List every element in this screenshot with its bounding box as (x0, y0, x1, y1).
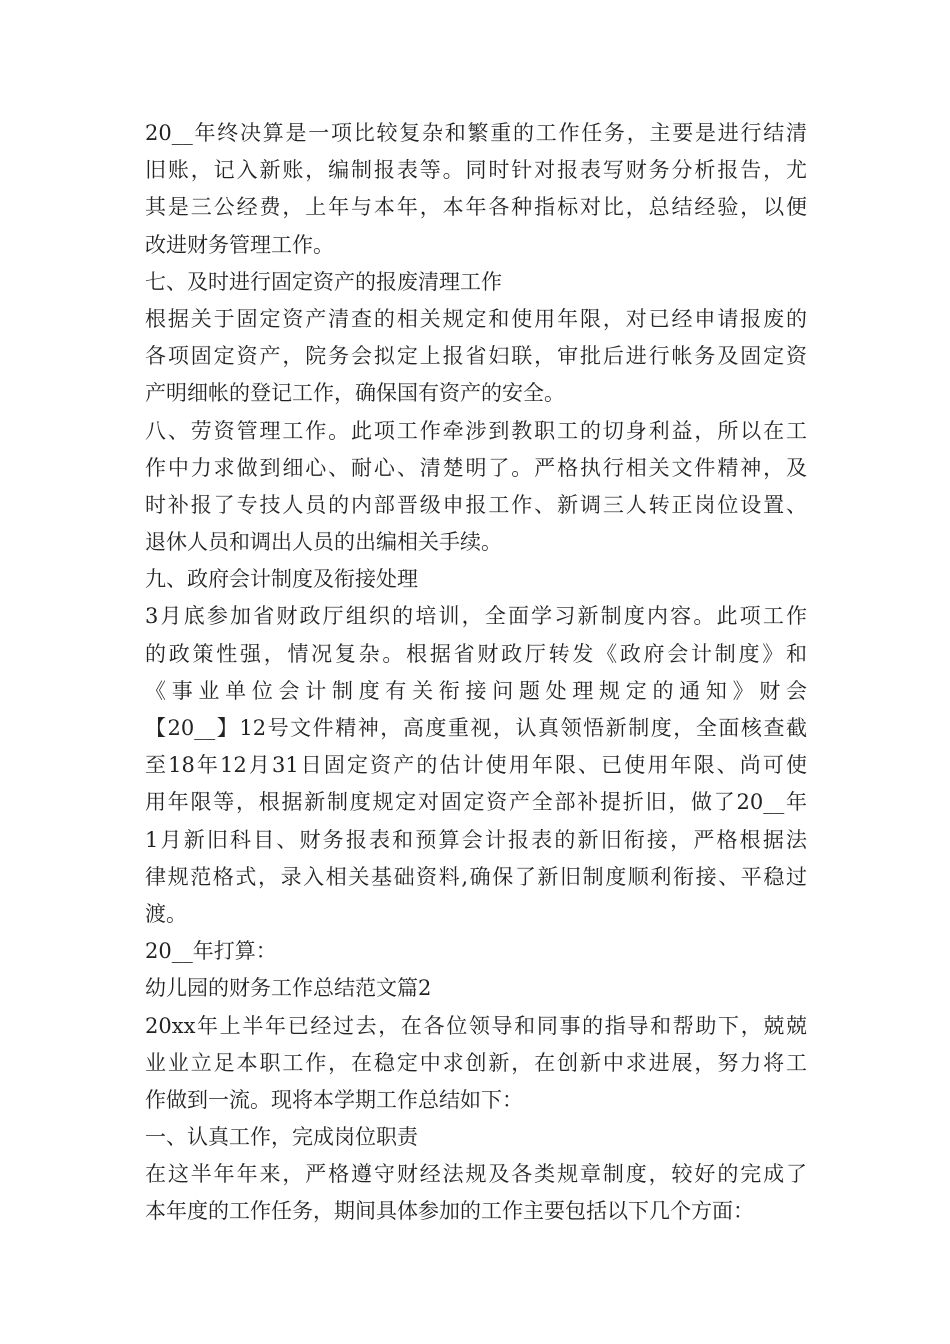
text-line: 用年限等，根据新制度规定对固定资产全部补提折旧，做了20__年 (145, 790, 807, 815)
text-line: 律规范格式，录入相关基础资料,确保了新旧制度顺利衔接、平稳过 (145, 864, 807, 889)
document-body (145, 115, 807, 1231)
text-line: 作做到一流。现将本学期工作总结如下： (145, 1087, 523, 1112)
text-line: 3月底参加省财政厅组织的培训，全面学习新制度内容。此项工作 (145, 604, 807, 629)
text-line: 八、劳资管理工作。此项工作牵涉到教职工的切身利益，所以在工 (145, 418, 807, 443)
text-line: 《事业单位会计制度有关衔接问题处理规定的通知》财会 (145, 678, 807, 703)
text-line: 渡。 (145, 901, 187, 926)
text-line: 【20__】12号文件精神，高度重视，认真领悟新制度，全面核查截 (145, 716, 807, 740)
text-line: 根据关于固定资产清查的相关规定和使用年限，对已经申请报废的 (145, 306, 807, 331)
section-heading: 七、及时进行固定资产的报废清理工作 (145, 269, 502, 294)
text-line: 产明细帐的登记工作，确保国有资产的安全。 (145, 381, 565, 406)
text-line: 至18年12月31日固定资产的估计使用年限、已使用年限、尚可使 (145, 753, 807, 778)
text-line: 各项固定资产，院务会拟定上报省妇联，审批后进行帐务及固定资 (145, 344, 807, 369)
text-line: 的政策性强，情况复杂。根据省财政厅转发《政府会计制度》和 (145, 641, 807, 666)
text-line: 作中力求做到细心、耐心、清楚明了。严格执行相关文件精神，及 (145, 455, 807, 480)
text-line: 本年度的工作任务，期间具体参加的工作主要包括以下几个方面： (145, 1199, 754, 1224)
text-line: 业业立足本职工作，在稳定中求创新，在创新中求进展，努力将工 (145, 1050, 807, 1075)
article-title: 幼儿园的财务工作总结范文篇2 (145, 976, 432, 1001)
text-line: 20xx年上半年已经过去，在各位领导和同事的指导和帮助下，兢兢 (145, 1013, 807, 1038)
section-heading: 九、政府会计制度及衔接处理 (145, 567, 418, 592)
text-line: 其是三公经费，上年与本年，本年各种指标对比，总结经验，以便 (145, 195, 807, 220)
text-line: 1月新旧科目、财务报表和预算会计报表的新旧衔接，严格根据法 (145, 827, 807, 852)
section-heading: 一、认真工作，完成岗位职责 (145, 1125, 418, 1150)
text-line: 20__年终决算是一项比较复杂和繁重的工作任务，主要是进行结清 (145, 121, 807, 145)
text-line: 在这半年年来，严格遵守财经法规及各类规章制度，较好的完成了 (145, 1162, 807, 1187)
text-line: 20__年打算： (145, 939, 277, 964)
text-line: 旧账，记入新账，编制报表等。同时针对报表写财务分析报告，尤 (145, 158, 807, 183)
text-line: 退休人员和调出人员的出编相关手续。 (145, 530, 502, 555)
text-line: 改进财务管理工作。 (145, 232, 334, 257)
text-line: 时补报了专技人员的内部晋级申报工作、新调三人转正岗位设置、 (145, 492, 807, 517)
